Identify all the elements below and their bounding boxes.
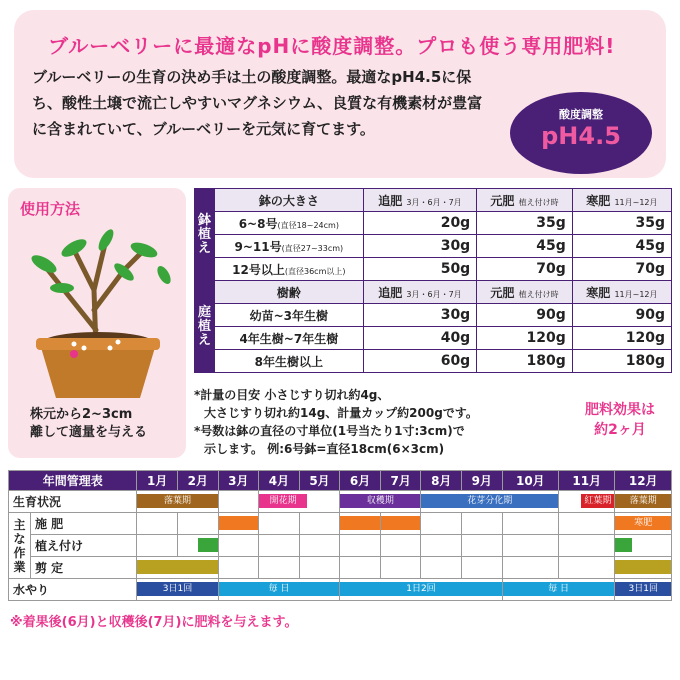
table-row: 9~11号(直径27~33cm) 30g 45g 45g xyxy=(195,235,672,258)
schedule-header: 年間管理表 xyxy=(9,471,137,491)
pruning-row: 剪 定 xyxy=(9,557,672,579)
winter-fert-bar: 寒肥 xyxy=(615,516,671,530)
usage-caption: 株元から2~3cm 離して適量を与える xyxy=(30,407,148,440)
table-row: 幼苗~3年生樹 30g 90g 90g xyxy=(195,304,672,327)
bud-bar: 花芽分化期 xyxy=(421,494,558,508)
autumn-bar: 紅葉期 xyxy=(581,494,614,508)
table-row: 12号以上(直径36cm以上) 50g 70g 70g xyxy=(195,258,672,281)
table-row: 4年生樹~7年生樹 40g 120g 120g xyxy=(195,327,672,350)
garden-header: 樹齢 xyxy=(215,281,364,304)
ph-label: 酸度調整 xyxy=(559,108,603,121)
effect-duration: 肥料効果は 約2ヶ月 xyxy=(585,402,655,438)
ph-value: pH4.5 xyxy=(541,122,621,150)
bloom-bar: 開花期 xyxy=(259,494,307,508)
watering-row: 水やり 3日1回 毎 日 1日2回 毎 日 3日1回 xyxy=(9,579,672,601)
pot-label: 鉢植え xyxy=(195,189,215,281)
banner-body: ブルーベリーの生育の決め手は土の酸度調整。最適なpH4.5に保ち、酸性土壌で流亡しやすいマグネシウム、良質な有機素材が豊富に含まれていて、ブルーベリーを元気に育てます。 xyxy=(32,68,483,138)
measurement-notes: *計量の目安 小さじすり切れ約4g、 大さじすり切れ約14g、計量カップ約200gです。 *号数は鉢の直径の寸単位(1号当たり1寸:3cm)で 示します。 例:6号鉢=直径18cm(6×3cm) xyxy=(194,388,478,456)
harvest-bar: 収穫期 xyxy=(340,494,420,508)
ph-badge xyxy=(510,92,652,174)
annual-schedule-table: 年間管理表 1月 2月 3月 4月 5月 6月 7月 8月 9月 10月 11月 12月 生育状況 落葉期 開花期 収穫期 花芽分化期 紅葉期 落葉期 主な作業 施 肥 寒肥 植え付け 剪 定 水やり 3日1回 毎 日 1日2回 毎 日 3日1回 xyxy=(8,470,672,601)
banner-title: ブルーベリーに最適なpHに酸度調整。プロも使う専用肥料! xyxy=(48,34,616,58)
pot-header: 鉢の大きさ xyxy=(215,189,364,212)
fert-row: 主な作業 施 肥 寒肥 xyxy=(9,513,672,535)
dormant-bar-2: 落葉期 xyxy=(615,494,671,508)
table-row: 8年生樹以上 60g 180g 180g xyxy=(195,350,672,373)
usage-panel xyxy=(8,188,186,458)
growth-row: 生育状況 落葉期 開花期 収穫期 花芽分化期 紅葉期 落葉期 xyxy=(9,491,672,513)
planting-row: 植え付け xyxy=(9,535,672,557)
garden-label: 庭植え xyxy=(195,281,215,373)
potted-plant-illustration xyxy=(14,220,182,400)
dormant-bar: 落葉期 xyxy=(137,494,217,508)
footer-note: ※着果後(6月)と収穫後(7月)に肥料を与えます。 xyxy=(10,615,298,630)
fertilizer-amount-table: 鉢植え 鉢の大きさ 追肥 3月・6月・7月 元肥 植え付け時 寒肥 11月~12月 6~8号(直径18~24cm) 20g 35g 35g 9~11号(直径27~33cm) 30g 45g 45g 12号以上(直径36cm以上) 50g 70g 70g 庭植え 樹齢 追肥 3月・6月・7月 元肥 植え付け時 寒肥 11月~12月 幼苗~3年生樹 30g 90g 90g 4年生樹~7年生樹 40g 120g 120g 8年生樹以上 60g 180g 180g xyxy=(194,188,672,373)
table-row: 6~8号(直径18~24cm) 20g 35g 35g xyxy=(195,212,672,235)
usage-title: 使用方法 xyxy=(20,200,81,218)
